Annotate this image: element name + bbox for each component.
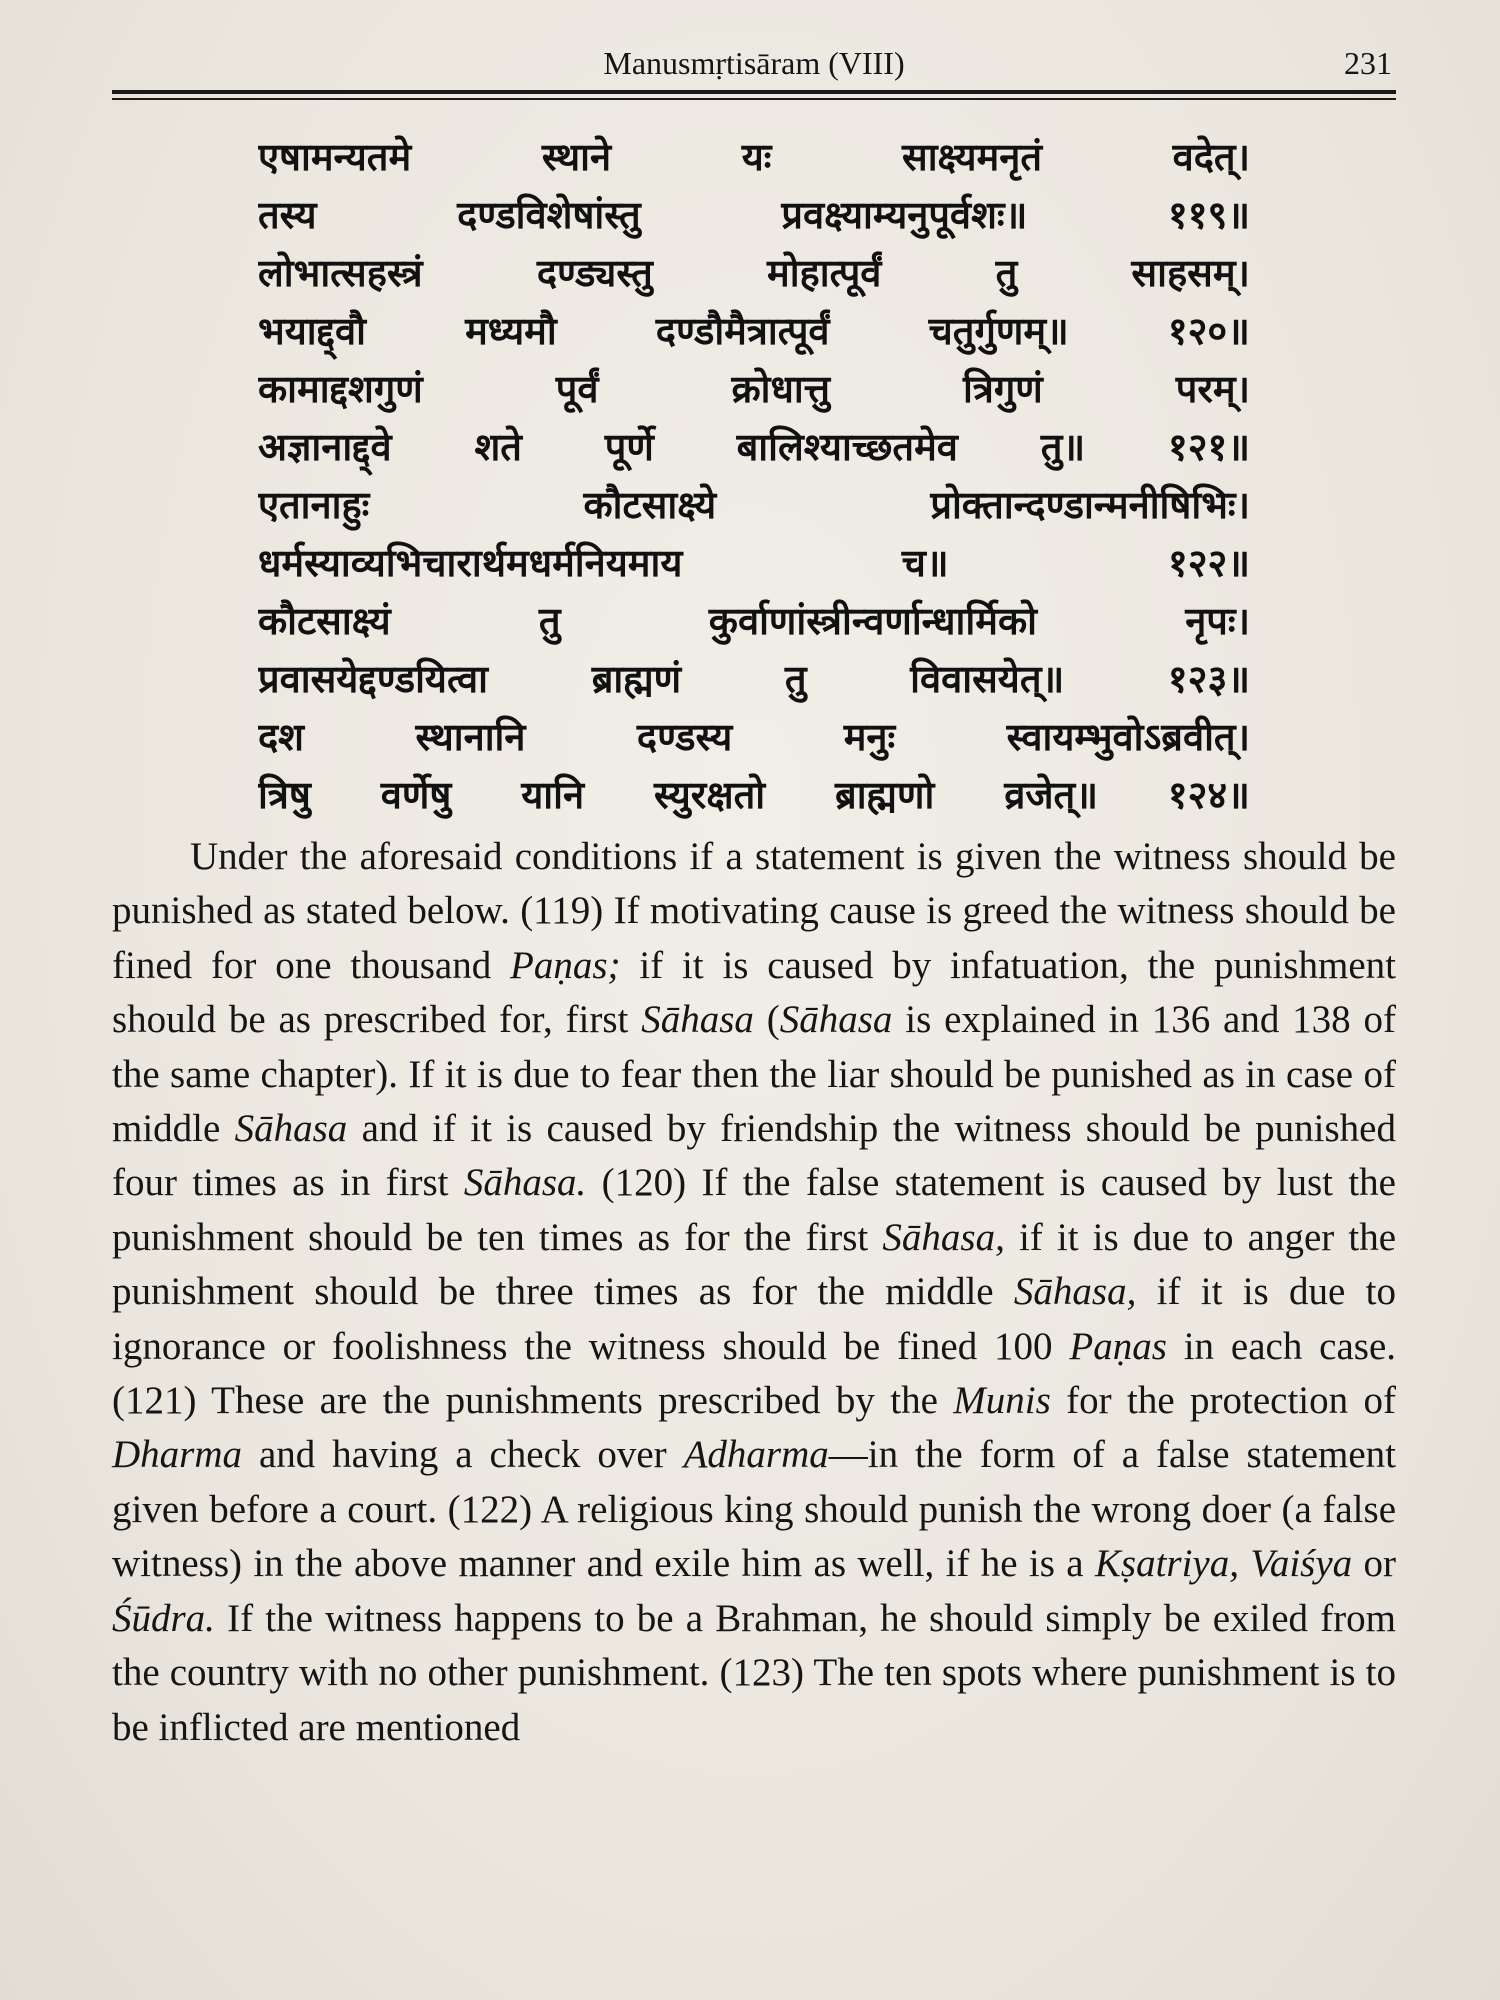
text-run: —in the form of a false statement given before a court. (122) A religious king should punish the wrong doer (a false witness) in the above manner and exile him as well, if he is a	[112, 1433, 1396, 1586]
verse-word: नृपः।	[1185, 599, 1250, 643]
verse-word: परम्।	[1175, 367, 1250, 411]
verse-word: वदेत्।	[1172, 135, 1250, 179]
verse-word: क्रोधात्तु	[731, 367, 830, 411]
text-run: if it is due to anger the punishment should be three times as for the middle	[112, 1215, 1397, 1314]
italic-term: Paṇas;	[510, 943, 621, 987]
verse-word: ब्राह्मणं	[591, 657, 682, 701]
text-run: if it is caused by infatuation, the punishment should be as prescribed for, first	[112, 943, 1396, 1042]
text-run: if it is due to ignorance or foolishness the witness should be fined 100	[112, 1270, 1396, 1368]
verse-word: स्वायम्भुवोऽब्रवीत्।	[1006, 715, 1250, 759]
verse-line	[258, 766, 1250, 824]
verse-word: च॥	[901, 541, 949, 585]
verse-word: प्रवक्ष्याम्यनुपूर्वशः॥	[781, 193, 1028, 237]
verse-word: प्रवासयेद्दण्डयित्वा	[258, 657, 489, 701]
verse-line	[258, 186, 1250, 244]
english-translation	[112, 830, 1396, 1755]
italic-term: Sāhasa,	[882, 1215, 1005, 1259]
header-title: Manusmṛtisāram (VIII)	[603, 45, 905, 81]
verse-word: पूर्णे	[604, 425, 654, 469]
text-run: for the protection of	[1050, 1379, 1396, 1423]
italic-term: Sāhasa	[234, 1107, 348, 1151]
verse-word: वर्णेषु	[380, 773, 452, 817]
verse-word: यः	[741, 135, 772, 179]
text-run: If the witness happens to be a Brahman, he should simply be exiled from the country with no other punishment. (123) The ten spots where punishment is to be inflicted are mentioned	[112, 1596, 1396, 1749]
verse-word: धर्मस्याव्यभिचारार्थमधर्मनियमाय	[258, 541, 683, 585]
italic-term: Dharma	[112, 1433, 243, 1477]
verse-word: पूर्वं	[555, 367, 599, 411]
text-run: in each case. (121) These are the punishments prescribed by the	[112, 1324, 1397, 1423]
verse-word: तस्य	[258, 193, 317, 237]
italic-term: Śūdra.	[112, 1596, 215, 1640]
verse-line	[258, 534, 1250, 592]
verse-word: कुर्वाणांस्त्रीन्वर्णान्धार्मिको	[708, 599, 1037, 643]
verse-word: मनुः	[843, 715, 896, 759]
header-rule-thick	[112, 90, 1396, 94]
verse-line	[258, 418, 1250, 476]
italic-term: Paṇas	[1069, 1324, 1167, 1368]
verse-word: भयाद्द्वौ	[258, 309, 366, 353]
italic-term: Adharma	[683, 1433, 829, 1477]
verse-word: त्रिषु	[258, 773, 311, 817]
verse-word: दण्डस्य	[636, 715, 733, 759]
verse-word: दण्ड्यस्तु	[536, 251, 653, 295]
verse-word: विवासयेत्॥	[910, 657, 1065, 701]
verse-word: कौटसाक्ष्ये	[583, 483, 717, 527]
sanskrit-verses	[258, 128, 1250, 824]
verse-word: स्युरक्षतो	[653, 773, 766, 817]
page-number: 231	[1344, 45, 1392, 81]
verse-word: १२४॥	[1167, 773, 1250, 817]
verse-word: १२२॥	[1167, 541, 1250, 585]
verse-word: कौटसाक्ष्यं	[258, 599, 391, 643]
verse-word: अज्ञानाद्द्वे	[258, 425, 392, 469]
verse-word: दण्डविशेषांस्तु	[457, 193, 641, 237]
italic-term: Munis	[953, 1379, 1051, 1423]
verse-line	[258, 650, 1250, 708]
text-run: Under the aforesaid conditions if a statement is given the witness should be punished as stated below. (119) If motivating cause is greed the witness should be fined for one thousand	[112, 835, 1396, 987]
verse-line	[258, 360, 1250, 418]
verse-word: १२३॥	[1167, 657, 1250, 701]
verse-word: एषामन्यतमे	[258, 135, 412, 179]
verse-word: लोभात्सहस्त्रं	[258, 251, 423, 295]
verse-line	[258, 476, 1250, 534]
verse-line	[258, 592, 1250, 650]
verse-word: १२१॥	[1167, 425, 1250, 469]
verse-word: यानि	[521, 773, 585, 817]
verse-word: शते	[474, 425, 522, 469]
verse-line	[258, 708, 1250, 766]
translation-paragraph	[112, 830, 1396, 1755]
verse-word: कामाद्दशगुणं	[258, 367, 423, 411]
verse-word: मध्यमौ	[465, 309, 557, 353]
text-run: or	[1352, 1542, 1396, 1586]
text-run: (120) If the false statement is caused by lust the punishment should be ten times as for the first	[112, 1161, 1396, 1259]
verse-word: ११९॥	[1167, 193, 1250, 237]
verse-line	[258, 244, 1250, 302]
verse-word: तु॥	[1040, 425, 1086, 469]
verse-word: तु	[538, 599, 561, 643]
verse-word: चतुर्गुणम्॥	[928, 309, 1069, 353]
italic-term: Sāhasa,	[1013, 1270, 1137, 1314]
verse-word: स्थाने	[541, 135, 612, 179]
text-run: and if it is caused by friendship the witness should be punished four times as in first	[112, 1107, 1396, 1205]
verse-word: १२०॥	[1167, 309, 1250, 353]
verse-word: दण्डौमैत्रात्पूर्वं	[655, 309, 830, 353]
verse-word: प्रोक्तान्दण्डान्मनीषिभिः।	[930, 483, 1250, 527]
italic-term: Sāhasa	[641, 998, 754, 1042]
italic-term: Kṣatriya, Vaiśya	[1094, 1542, 1353, 1586]
verse-word: दश	[258, 715, 305, 759]
verse-line	[258, 128, 1250, 186]
italic-term: Sāhasa	[779, 998, 893, 1042]
verse-word: तु	[784, 657, 807, 701]
text-run: is explained in 136 and 138 of the same chapter). If it is due to fear then the liar should be punished as in case of middle	[112, 998, 1396, 1151]
verse-word: तु	[995, 251, 1018, 295]
verse-word: स्थानानि	[415, 715, 526, 759]
verse-line	[258, 302, 1250, 360]
verse-word: साहसम्।	[1131, 251, 1250, 295]
verse-word: साक्ष्यमनृतं	[902, 135, 1042, 179]
verse-word: मोहात्पूर्वं	[766, 251, 882, 295]
verse-word: ब्राह्मणो	[835, 773, 935, 817]
verse-word: त्रिगुणं	[963, 367, 1043, 411]
verse-word: एतानाहुः	[258, 483, 370, 527]
italic-term: Sāhasa.	[463, 1161, 587, 1205]
verse-word: बालिश्याच्छतमेव	[736, 425, 958, 469]
verse-word: व्रजेत्॥	[1004, 773, 1098, 817]
header-rule-thin	[112, 98, 1396, 100]
text-run: and having a check over	[242, 1433, 684, 1477]
running-header	[112, 40, 1396, 86]
text-run: (	[753, 998, 780, 1042]
